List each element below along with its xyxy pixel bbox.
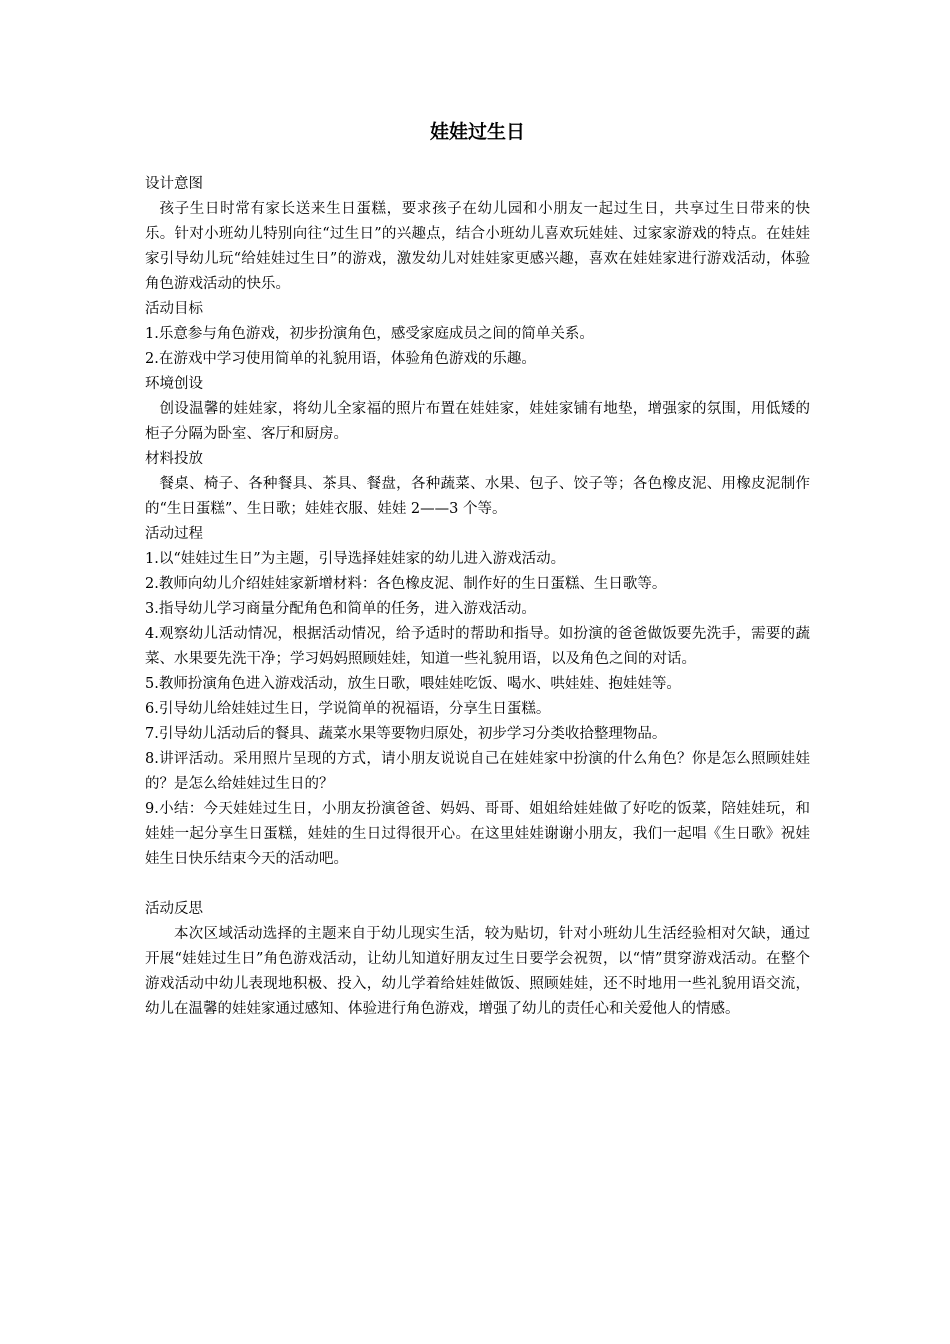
- document-page: [145, 118, 810, 1022]
- reflection-heading: 活动反思: [145, 901, 203, 917]
- goals-heading: 活动目标: [145, 301, 203, 317]
- section-spacer: [145, 872, 810, 897]
- process-item-3: 3.指导幼儿学习商量分配角色和简单的任务，进入游戏活动。: [145, 601, 536, 617]
- process-item-6: 6.引导幼儿给娃娃过生日，学说简单的祝福语，分享生日蛋糕。: [145, 701, 551, 717]
- process-item-8: 8.讲评活动。采用照片呈现的方式，请小朋友说说自己在娃娃家中扮演的什么角色？你是怎么照顾娃娃的？是怎么给娃娃过生日的？: [145, 751, 810, 792]
- process-heading: 活动过程: [145, 526, 203, 542]
- goal-item-1: 1.乐意参与角色游戏，初步扮演角色，感受家庭成员之间的简单关系。: [145, 326, 594, 342]
- design-heading: 设计意图: [145, 176, 203, 192]
- materials-paragraph: 餐桌、椅子、各种餐具、茶具、餐盘，各种蔬菜、水果、包子、饺子等；各色橡皮泥、用橡皮泥制作的“生日蛋糕”、生日歌；娃娃衣服、娃娃 2——3 个等。: [145, 476, 810, 517]
- materials-heading: 材料投放: [145, 451, 203, 467]
- environment-heading: 环境创设: [145, 376, 203, 392]
- design-paragraph: 孩子生日时常有家长送来生日蛋糕，要求孩子在幼儿园和小朋友一起过生日，共享过生日带来的快乐。针对小班幼儿特别向往“过生日”的兴趣点，结合小班幼儿喜欢玩娃娃、过家家游戏的特点。在娃娃家引导幼儿玩“给娃娃过生日”的游戏，激发幼儿对娃娃家更感兴趣，喜欢在娃娃家进行游戏活动，体验角色游戏活动的快乐。: [145, 201, 810, 292]
- reflection-paragraph: 本次区域活动选择的主题来自于幼儿现实生活，较为贴切，针对小班幼儿生活经验相对欠缺，通过开展“娃娃过生日”角色游戏活动，让幼儿知道好朋友过生日要学会祝贺，以“情”贯穿游戏活动。在整个游戏活动中幼儿表现地积极、投入，幼儿学着给娃娃做饭、照顾娃娃，还不时地用一些礼貌用语交流，幼儿在温馨的娃娃家通过感知、体验进行角色游戏，增强了幼儿的责任心和关爱他人的情感。: [145, 926, 810, 1017]
- process-item-7: 7.引导幼儿活动后的餐具、蔬菜水果等要物归原处，初步学习分类收拾整理物品。: [145, 726, 667, 742]
- process-item-2: 2.教师向幼儿介绍娃娃家新增材料：各色橡皮泥、制作好的生日蛋糕、生日歌等。: [145, 576, 667, 592]
- document-title: 娃娃过生日: [429, 121, 525, 143]
- environment-paragraph: 创设温馨的娃娃家，将幼儿全家福的照片布置在娃娃家，娃娃家铺有地垫，增强家的氛围，用低矮的柜子分隔为卧室、客厅和厨房。: [145, 401, 810, 442]
- process-item-1: 1.以“娃娃过生日”为主题，引导选择娃娃家的幼儿进入游戏活动。: [145, 551, 566, 567]
- process-item-5: 5.教师扮演角色进入游戏活动，放生日歌，喂娃娃吃饭、喝水、哄娃娃、抱娃娃等。: [145, 676, 681, 692]
- goal-item-2: 2.在游戏中学习使用简单的礼貌用语，体验角色游戏的乐趣。: [145, 351, 536, 367]
- process-item-4: 4.观察幼儿活动情况，根据活动情况，给予适时的帮助和指导。如扮演的爸爸做饭要先洗手，需要的蔬菜、水果要先洗干净；学习妈妈照顾娃娃，知道一些礼貌用语，以及角色之间的对话。: [145, 626, 810, 667]
- process-item-9: 9.小结：今天娃娃过生日，小朋友扮演爸爸、妈妈、哥哥、姐姐给娃娃做了好吃的饭菜，陪娃娃玩，和娃娃一起分享生日蛋糕，娃娃的生日过得很开心。在这里娃娃谢谢小朋友，我们一起唱《生日歌》祝娃娃生日快乐结束今天的活动吧。: [145, 801, 810, 867]
